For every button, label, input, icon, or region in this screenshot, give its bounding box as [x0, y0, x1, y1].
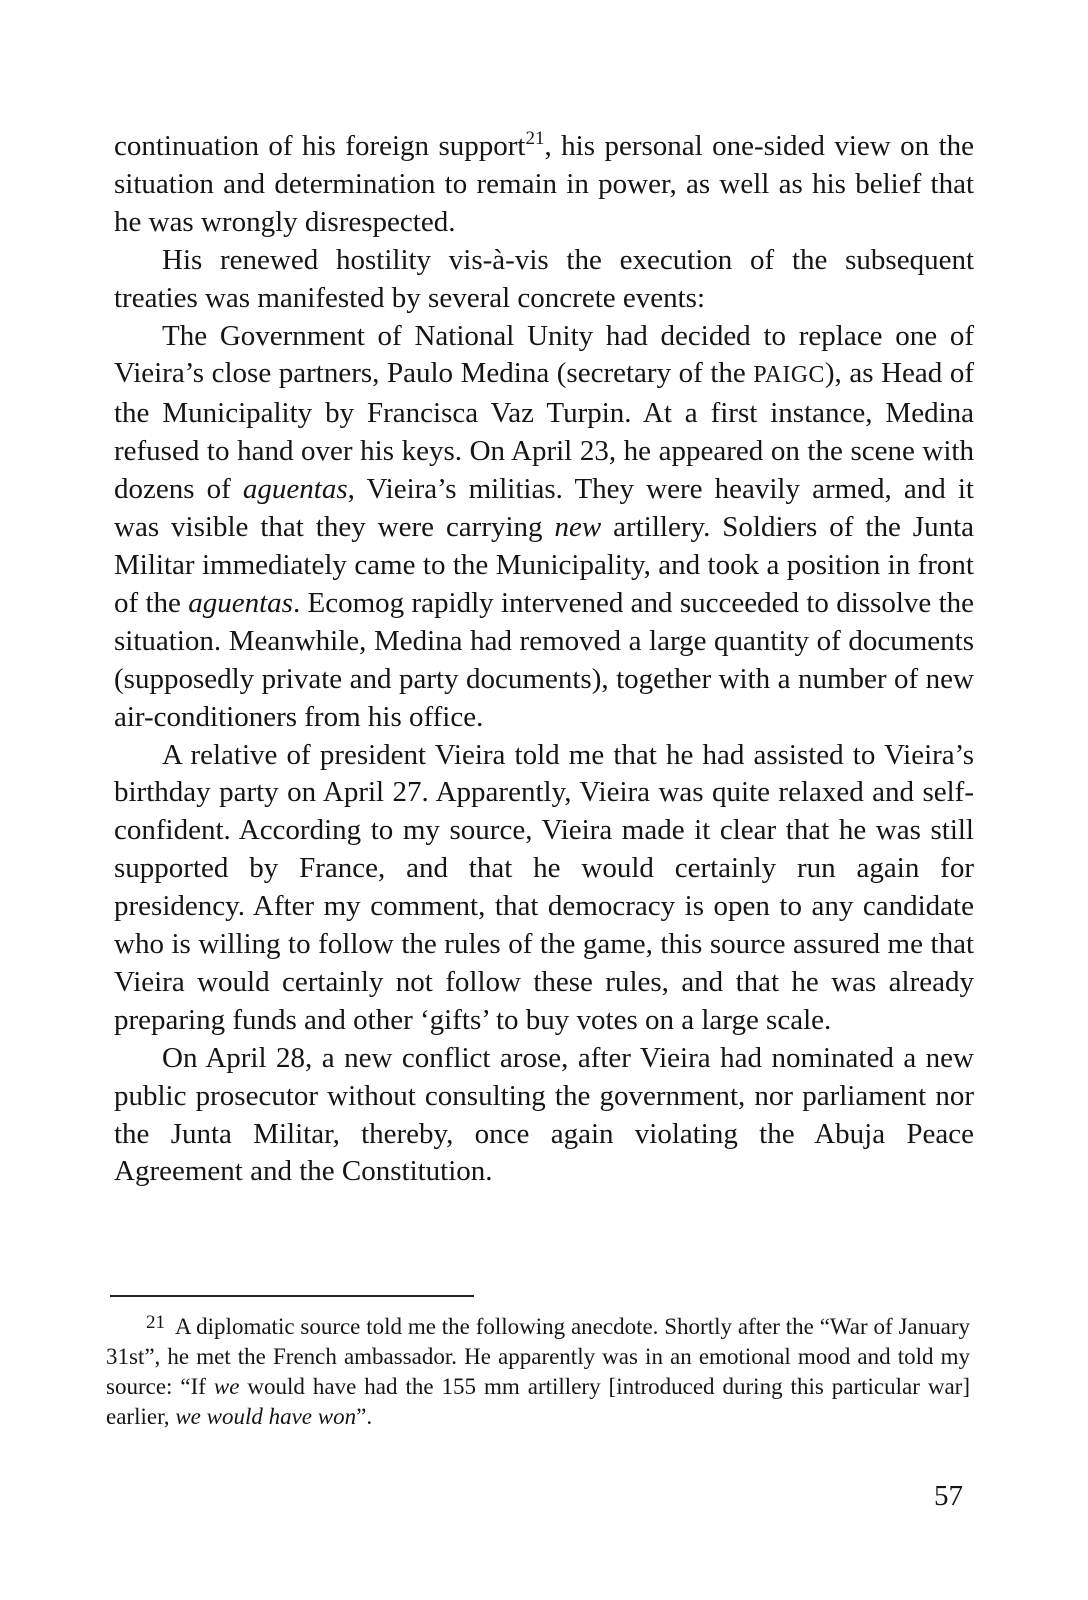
text-run: , Vieira’s militias. They were heavily armed, and it was visible that they were carrying	[114, 473, 974, 544]
italic-text: aguentas	[188, 586, 293, 619]
text-run: A diplomatic source told me the following anecdote. Shortly after the “War of January 31st”, he met the French ambassador. He apparently was in an emotional mood and told my source: “If	[106, 1314, 970, 1399]
paragraph	[114, 318, 974, 737]
paragraph	[114, 1040, 974, 1192]
text-run: . Ecomog rapidly intervened and succeeded to dissolve the situation. Meanwhile, Medina had removed a large quantity of documents (supposedly private and party documents), together with a number of new air-conditioners from his office.	[114, 586, 974, 733]
paragraph	[114, 737, 974, 1040]
text-run: On April 28, a new conflict arose, after Vieira had nominated a new public prosecutor without consulting the government, nor parliament nor the Junta Militar, thereby, once again violating the Abuja Peace Agreement and the Constitution.	[114, 1041, 974, 1188]
footnote-reference: 21	[525, 128, 545, 149]
main-text	[114, 128, 974, 1191]
italic-text: we would have won	[175, 1404, 357, 1429]
footnote	[106, 1308, 970, 1432]
page-number: 57	[934, 1480, 963, 1512]
text-run: , his personal one-sided view on the situation and determination to remain in power, as well as his belief that he was wrongly disrespected.	[114, 130, 974, 238]
italic-text: we	[213, 1374, 240, 1399]
italic-text: aguentas	[242, 473, 348, 506]
paragraph	[114, 128, 974, 242]
body-text-block	[114, 128, 974, 1191]
text-run: would have had the 155 mm artillery [introduced during this particular war] earlier,	[106, 1374, 970, 1429]
text-run: continuation of his foreign support	[114, 130, 526, 162]
acronym-text: PAIGC	[753, 362, 825, 389]
text-run: A relative of president Vieira told me that he had assisted to Vieira’s birthday party on April 27. Apparently, Vieira was quite relaxed and self-confident. According to my source, Vieira made it clear that he was still supported by France, and that he would certainly run again for presidency. After my comment, that democracy is open to any candidate who is willing to follow the rules of the game, this source assured me that Vieira would certainly not follow these rules, and that he was already preparing funds and other ‘gifts’ to buy votes on a large scale.	[114, 738, 974, 1036]
footnote-number: 21	[146, 1312, 165, 1333]
text-run: ), as Head of the Municipality by Francisca Vaz Turpin. At a first instance, Medina refused to hand over his keys. On April 23, he appeared on the scene with dozens of	[114, 357, 974, 506]
text-run: ”.	[356, 1404, 373, 1429]
footnote-text	[106, 1314, 970, 1429]
paragraph	[114, 242, 974, 318]
italic-text: new	[554, 511, 602, 544]
text-run: The Government of National Unity had decided to replace one of Vieira’s close partners, Paulo Medina (secretary of the	[114, 319, 974, 390]
footnote-divider	[110, 1295, 474, 1297]
text-run: His renewed hostility vis-à-vis the execution of the subsequent treaties was manifested by several concrete events:	[114, 243, 974, 314]
text-run: artillery. Soldiers of the Junta Militar immediately came to the Municipality, and took a position in front of the	[114, 511, 974, 619]
